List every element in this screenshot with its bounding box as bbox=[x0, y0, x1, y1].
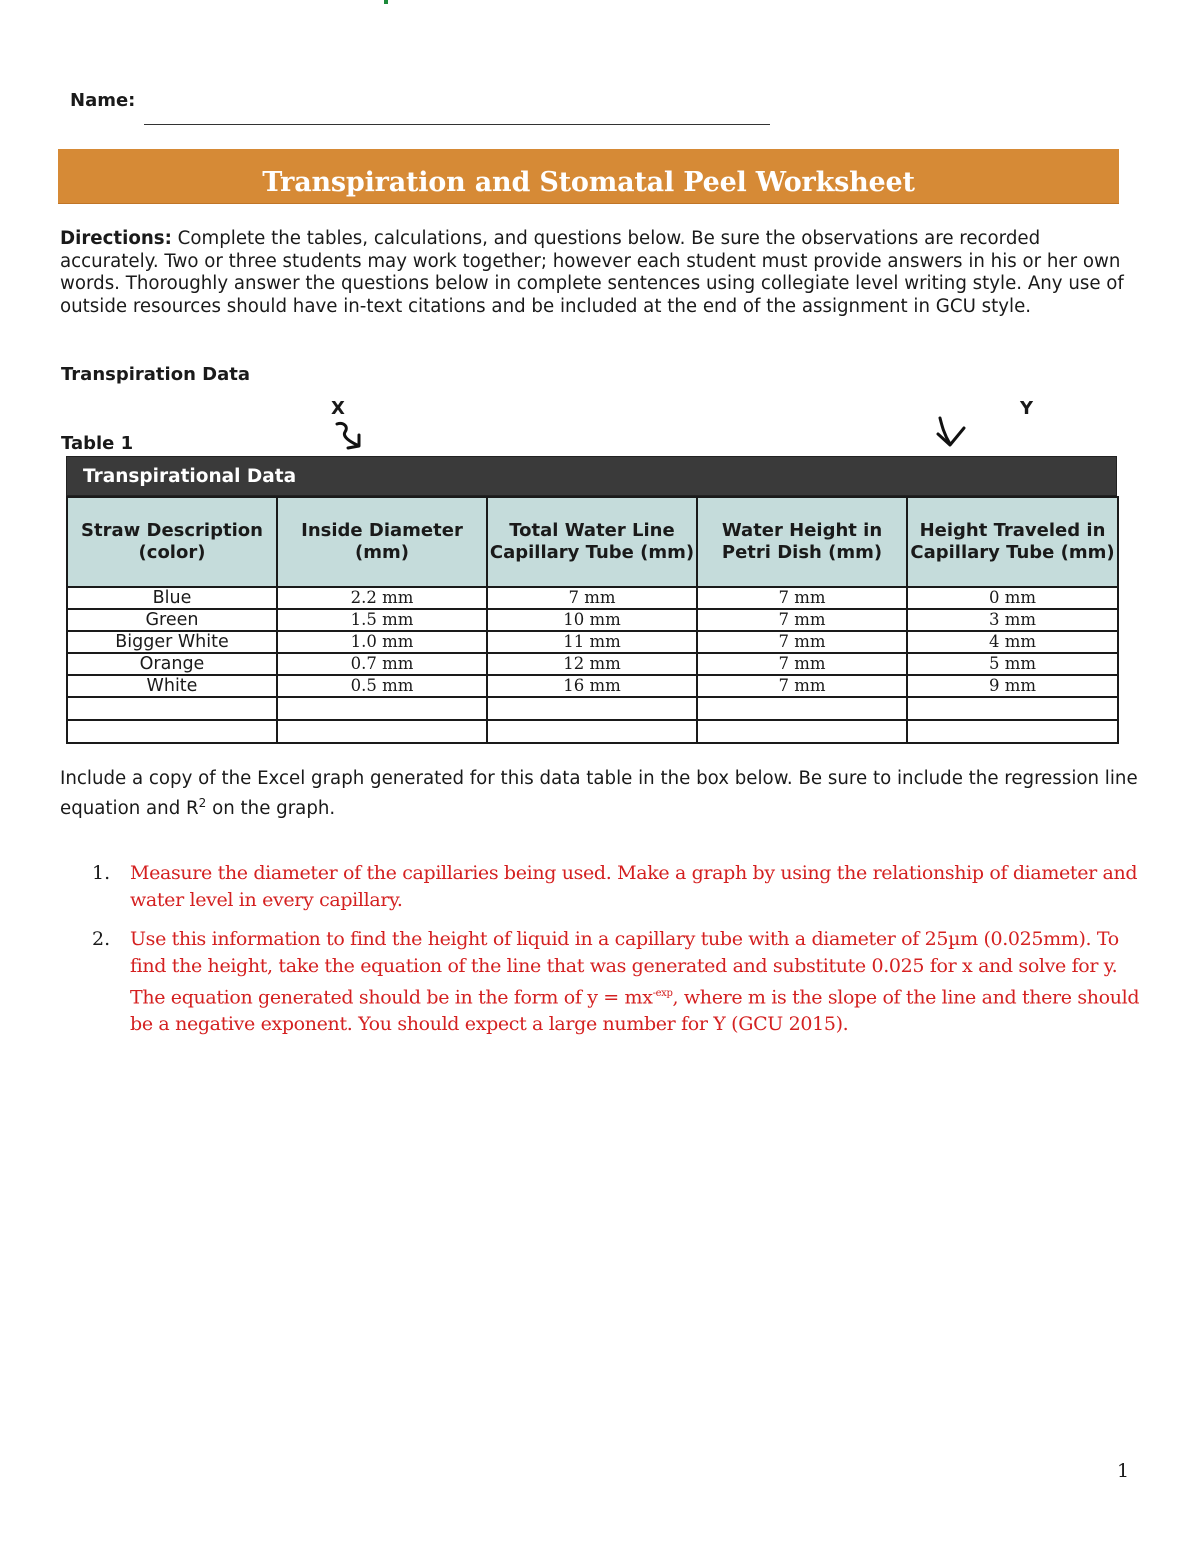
table-cell[interactable] bbox=[67, 697, 277, 720]
table-row-empty bbox=[67, 697, 1118, 720]
table-header-row bbox=[67, 497, 1118, 587]
handwritten-arrow-icon bbox=[934, 414, 970, 450]
question-text-part: , where m is the slope of the line and there should be a negative exponent. You should expect a large number for Y (GCU 2015). bbox=[130, 986, 1140, 1036]
question-number: 2. bbox=[92, 928, 111, 950]
table-cell[interactable]: 7 mm bbox=[697, 631, 907, 653]
directions-label: Directions: bbox=[60, 228, 172, 249]
table-cell[interactable] bbox=[67, 720, 277, 743]
table-row bbox=[67, 653, 1118, 675]
table-cell[interactable] bbox=[487, 697, 697, 720]
table-cell[interactable]: Green bbox=[67, 609, 277, 631]
table-cell[interactable] bbox=[907, 697, 1118, 720]
table-cell[interactable]: White bbox=[67, 675, 277, 697]
table-cell[interactable]: 2.2 mm bbox=[277, 587, 487, 609]
table-row bbox=[67, 675, 1118, 697]
directions-text: Complete the tables, calculations, and questions below. Be sure the observations are recorded accurately. Two or three students may work together; however each student must provide answers in his or her own words. Thoroughly answer the questions below in complete sentences using collegiate level writing style. Any use of outside resources should have in-text citations and be included at the end of the assignment in GCU style. bbox=[60, 228, 1124, 318]
table-cell[interactable]: 12 mm bbox=[487, 653, 697, 675]
column-header: Inside Diameter (mm) bbox=[277, 497, 487, 587]
table-row bbox=[67, 631, 1118, 653]
column-header: Total Water Line Capillary Tube (mm) bbox=[487, 497, 697, 587]
table-cell[interactable] bbox=[697, 720, 907, 743]
table-cell[interactable] bbox=[277, 720, 487, 743]
table-caption: Transpirational Data bbox=[66, 456, 1117, 496]
column-header: Straw Description (color) bbox=[67, 497, 277, 587]
table-label: Table 1 bbox=[61, 433, 134, 454]
table-cell[interactable]: 5 mm bbox=[907, 653, 1118, 675]
table-cell[interactable]: 11 mm bbox=[487, 631, 697, 653]
table-cell[interactable]: 16 mm bbox=[487, 675, 697, 697]
table-cell[interactable] bbox=[697, 697, 907, 720]
table-cell[interactable]: 0.5 mm bbox=[277, 675, 487, 697]
table-cell[interactable]: 4 mm bbox=[907, 631, 1118, 653]
table-cell[interactable]: 7 mm bbox=[697, 675, 907, 697]
worksheet-title: Transpiration and Stomatal Peel Worksheet bbox=[262, 166, 915, 198]
table-cell[interactable]: 7 mm bbox=[697, 587, 907, 609]
table-row-empty bbox=[67, 720, 1118, 743]
question-item bbox=[92, 926, 1142, 1038]
superscript: -exp bbox=[652, 988, 673, 999]
table-cell[interactable]: Orange bbox=[67, 653, 277, 675]
question-number: 1. bbox=[92, 862, 111, 884]
graph-instruction bbox=[60, 767, 1140, 821]
superscript: 2 bbox=[198, 796, 207, 810]
section-heading: Transpiration Data bbox=[61, 364, 250, 385]
question-list bbox=[92, 860, 1142, 1050]
table-cell[interactable]: Bigger White bbox=[67, 631, 277, 653]
table-cell[interactable]: 7 mm bbox=[697, 653, 907, 675]
table-cell[interactable] bbox=[907, 720, 1118, 743]
data-grid bbox=[66, 496, 1119, 744]
page-number: 1 bbox=[1117, 1460, 1130, 1482]
transpiration-data-table bbox=[66, 456, 1117, 744]
table-cell[interactable]: 1.5 mm bbox=[277, 609, 487, 631]
header-accent-mark bbox=[384, 0, 388, 4]
table-cell[interactable]: 1.0 mm bbox=[277, 631, 487, 653]
graph-instruction-text: Include a copy of the Excel graph generated for this data table in the box below. Be sure to include the regression line equation and R bbox=[60, 768, 1138, 820]
handwritten-x-label: X bbox=[331, 398, 345, 419]
table-cell[interactable]: 0 mm bbox=[907, 587, 1118, 609]
table-cell[interactable]: Blue bbox=[67, 587, 277, 609]
directions-paragraph bbox=[60, 228, 1135, 319]
name-input-line[interactable] bbox=[144, 124, 770, 125]
table-row bbox=[67, 609, 1118, 631]
column-header: Water Height in Petri Dish (mm) bbox=[697, 497, 907, 587]
question-text-part: Use this information to find the height of liquid in a capillary tube with a diameter of 25µm (0.025mm). To find the height, take the equation of the line that was generated and substitute 0.025 for x and solve for y. The equation generated should be in the form of y = mx bbox=[130, 928, 1119, 1009]
table-cell[interactable]: 7 mm bbox=[487, 587, 697, 609]
graph-instruction-text-end: on the graph. bbox=[206, 798, 336, 820]
question-item bbox=[92, 860, 1142, 914]
table-cell[interactable]: 0.7 mm bbox=[277, 653, 487, 675]
name-label: Name: bbox=[70, 90, 136, 111]
question-text: Measure the diameter of the capillaries being used. Make a graph by using the relationship of diameter and water level in every capillary. bbox=[130, 862, 1138, 911]
handwritten-y-label: Y bbox=[1020, 398, 1034, 419]
table-row bbox=[67, 587, 1118, 609]
table-cell[interactable] bbox=[487, 720, 697, 743]
table-cell[interactable]: 10 mm bbox=[487, 609, 697, 631]
table-cell[interactable]: 9 mm bbox=[907, 675, 1118, 697]
table-cell[interactable] bbox=[277, 697, 487, 720]
title-banner bbox=[58, 149, 1119, 204]
table-cell[interactable]: 7 mm bbox=[697, 609, 907, 631]
question-text bbox=[130, 926, 1142, 1038]
table-cell[interactable]: 3 mm bbox=[907, 609, 1118, 631]
handwritten-arrow-icon bbox=[333, 418, 367, 452]
column-header: Height Traveled in Capillary Tube (mm) bbox=[907, 497, 1118, 587]
